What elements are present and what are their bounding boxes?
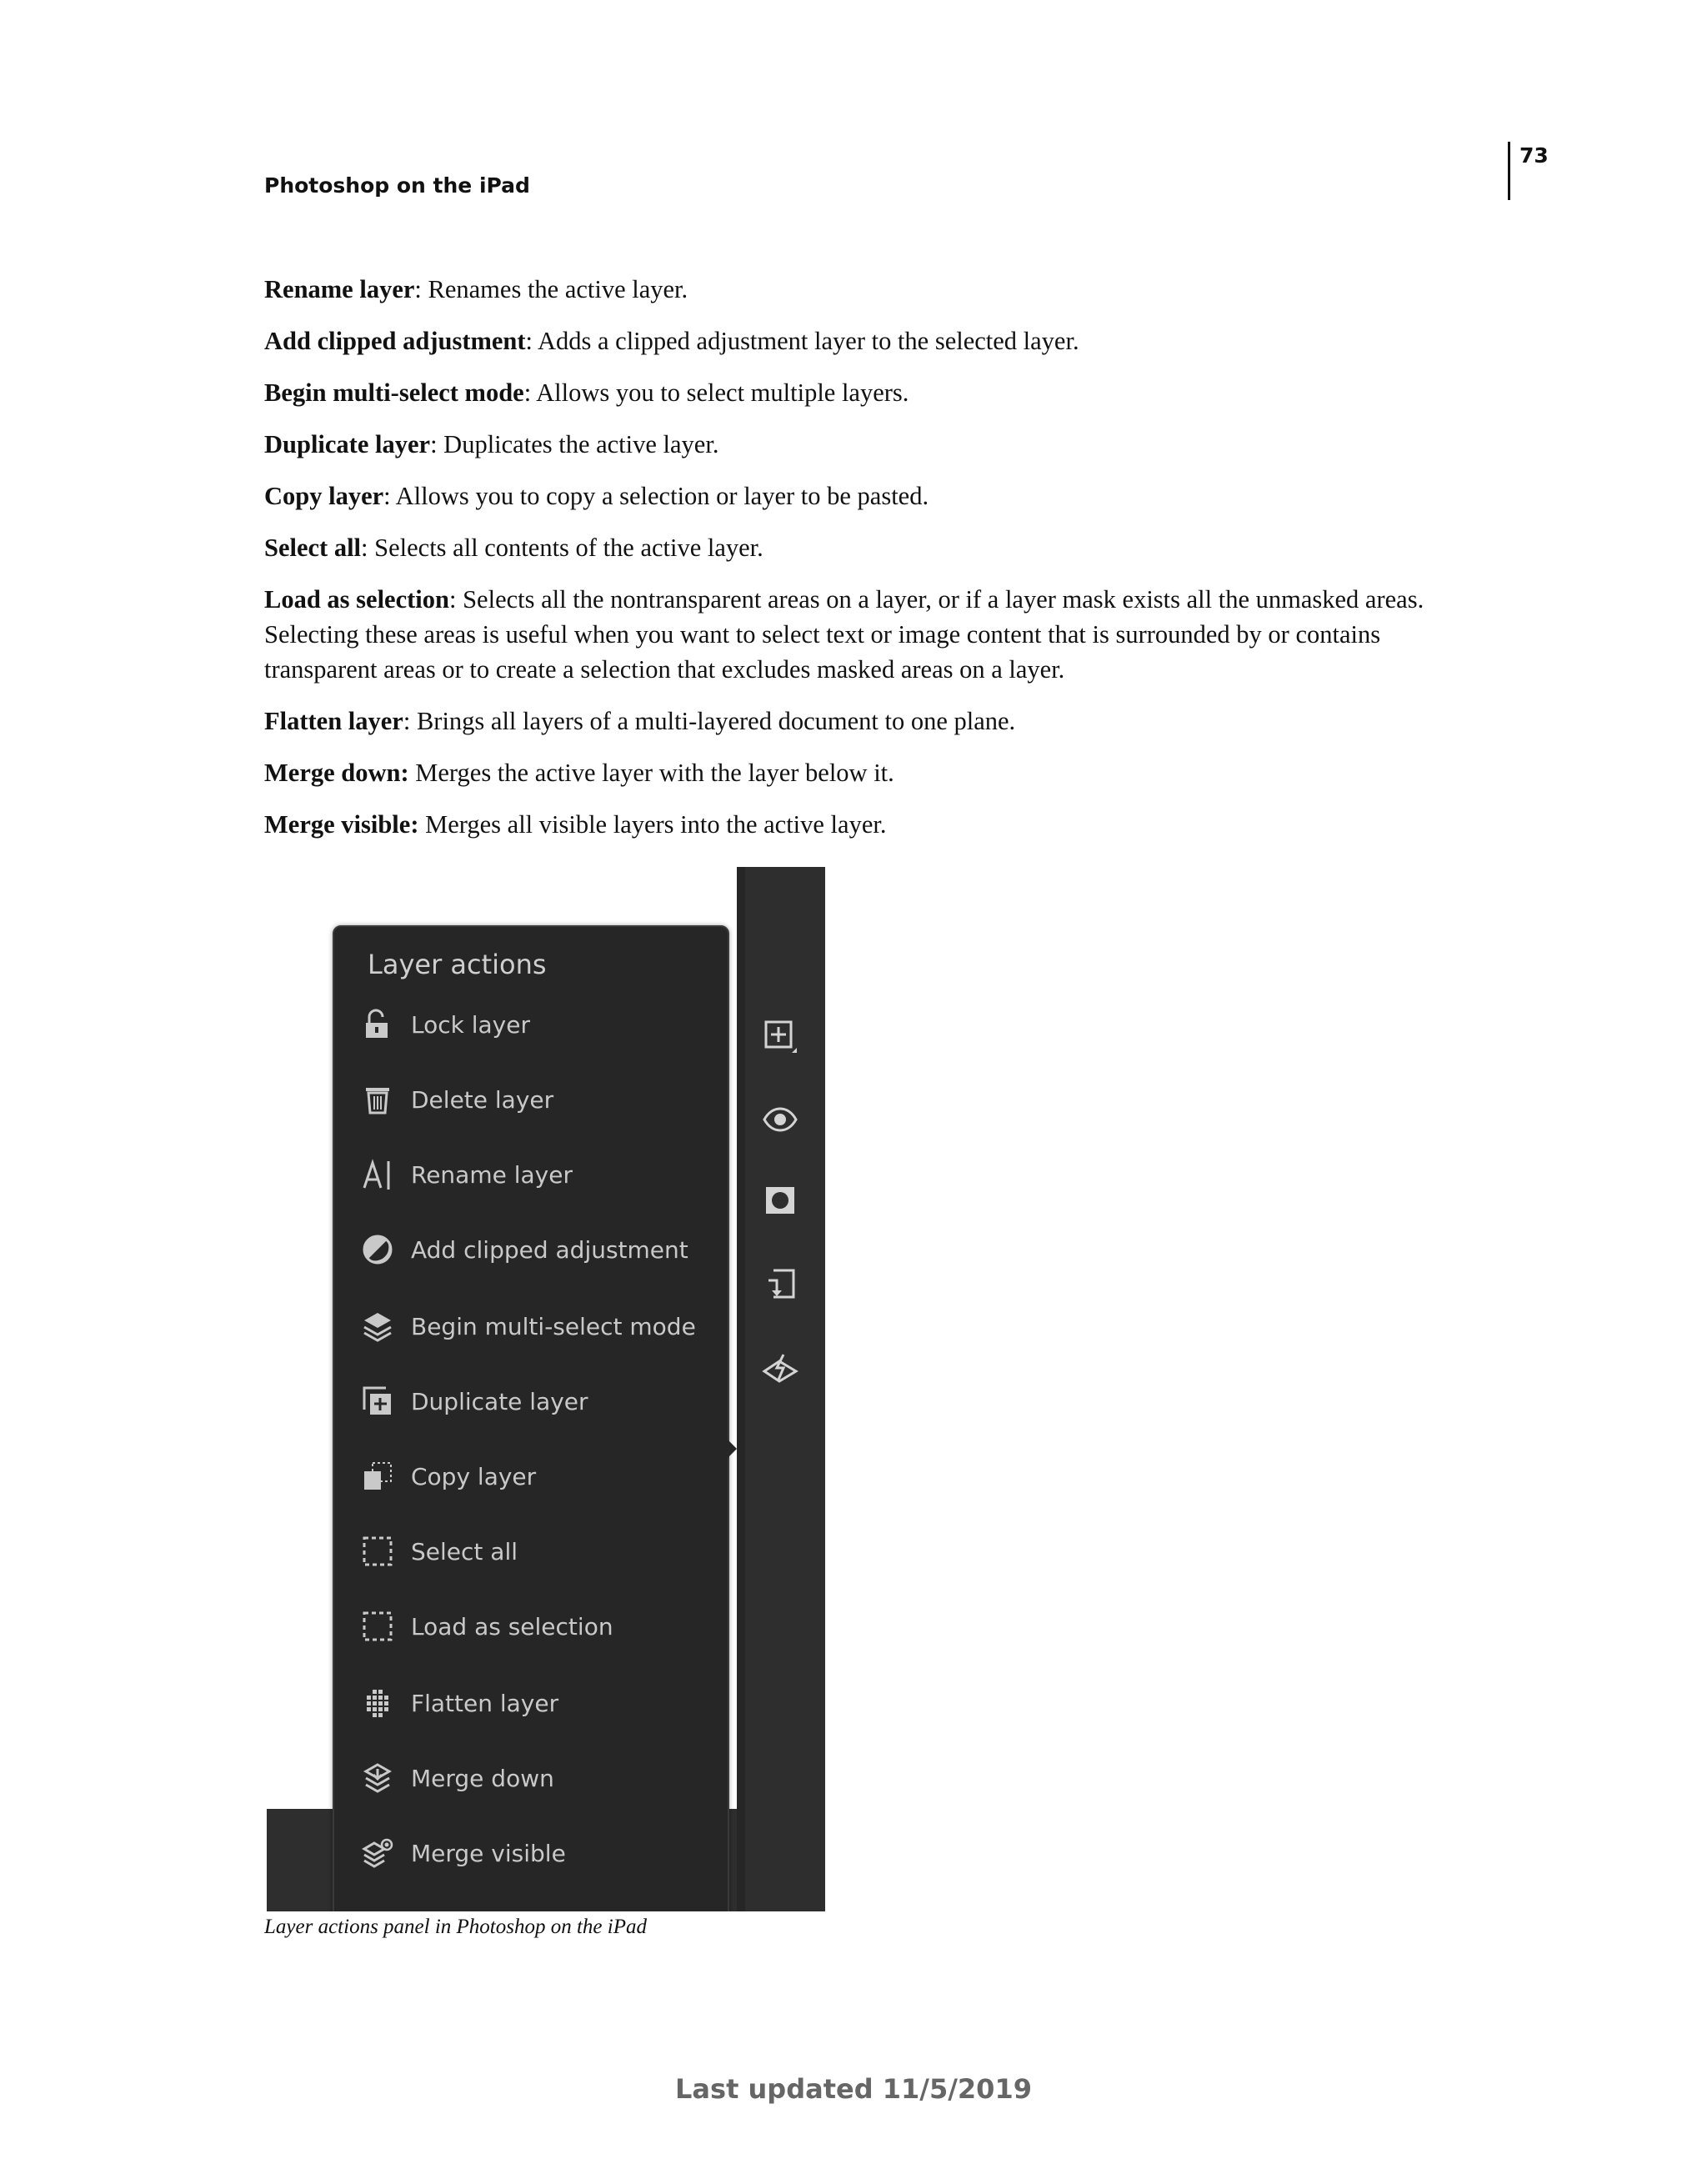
definition-item: Copy layer: Allows you to copy a selection or layer to be pasted.	[264, 482, 929, 510]
text-cursor-icon	[359, 1156, 396, 1193]
term: Rename layer	[264, 275, 415, 303]
definition-item: Begin multi-select mode: Allows you to select multiple layers.	[264, 378, 909, 407]
term: Merge down:	[264, 759, 409, 787]
lock-open-icon	[359, 1006, 396, 1043]
definition-item	[264, 807, 1481, 842]
description: Brings all layers of a multi-layered document to one plane.	[410, 707, 1016, 735]
definition-item: Duplicate layer: Duplicates the active layer.	[264, 430, 719, 458]
add-layer-icon	[762, 1018, 798, 1054]
menu-item-flatten-layer[interactable]: Flatten layer	[359, 1678, 709, 1728]
menu-item-merge-down[interactable]: Merge down	[359, 1753, 709, 1803]
merge-down-icon	[359, 1760, 396, 1796]
duplicate-icon	[359, 1383, 396, 1420]
definition-item	[264, 755, 1481, 790]
description: Merges the active layer with the layer below it.	[408, 759, 894, 787]
panel-title: Layer actions	[368, 949, 547, 980]
definition-item: Add clipped adjustment: Adds a clipped adjustment layer to the selected layer.	[264, 327, 1079, 355]
marquee-icon	[359, 1608, 396, 1645]
description: Duplicates the active layer.	[437, 430, 719, 458]
layers-toolbar	[737, 867, 825, 1911]
definition-item: Load as selection: Selects all the nontransparent areas on a layer, or if a layer mask exists all the unmasked areas. Selecting these areas is useful when you want to select text or image content that is surrounded by or contains transparent areas or to create a selection that excludes masked areas on a layer.	[264, 585, 1424, 684]
menu-item-lock-layer[interactable]: Lock layer	[359, 999, 709, 1049]
menu-item-add-clipped-adjustment[interactable]: Add clipped adjustment	[359, 1225, 709, 1275]
menu-item-begin-multi-select[interactable]: Begin multi-select mode	[359, 1301, 709, 1351]
description: Renames the active layer.	[421, 275, 688, 303]
term: Load as selection	[264, 585, 449, 614]
toolbar-divider	[737, 867, 745, 1911]
menu-item-copy-layer[interactable]: Copy layer	[359, 1451, 709, 1501]
description: Selects all contents of the active layer.	[368, 533, 763, 562]
copy-icon	[359, 1458, 396, 1495]
menu-item-duplicate-layer[interactable]: Duplicate layer	[359, 1376, 709, 1426]
description: Adds a clipped adjustment layer to the selected layer.	[533, 327, 1079, 355]
marquee-icon	[359, 1533, 396, 1570]
mask-icon	[762, 1182, 798, 1219]
add-layer-button[interactable]	[757, 1013, 803, 1059]
visibility-button[interactable]	[757, 1096, 803, 1143]
fx-icon	[762, 1350, 798, 1386]
fx-button[interactable]	[757, 1345, 803, 1391]
layers-stack-icon	[359, 1308, 396, 1345]
header-rule	[1508, 142, 1510, 200]
menu-item-load-as-selection[interactable]: Load as selection	[359, 1601, 709, 1651]
menu-item-select-all[interactable]: Select all	[359, 1526, 709, 1576]
term: Begin multi-select mode	[264, 378, 524, 407]
menu-item-delete-layer[interactable]: Delete layer	[359, 1074, 709, 1125]
description: Allows you to select multiple layers.	[531, 378, 909, 407]
term: Merge visible:	[264, 810, 419, 839]
term: Select all	[264, 533, 362, 562]
term: Add clipped adjustment	[264, 327, 526, 355]
running-header: Photoshop on the iPad	[264, 173, 530, 198]
menu-item-rename-layer[interactable]: Rename layer	[359, 1150, 709, 1200]
trash-icon	[359, 1081, 396, 1118]
layer-actions-panel	[333, 925, 729, 1911]
definition-item: Flatten layer: Brings all layers of a multi-layered document to one plane.	[264, 707, 1016, 735]
definition-list	[264, 272, 1481, 859]
description: Selects all the nontransparent areas on a layer, or if a layer mask exists all the unmasked areas. Selecting these areas is useful when you want to select text or image content that is surrounded by or contains transparent areas or to create a selection that excludes masked areas on a layer.	[264, 585, 1424, 684]
definition-item: Rename layer: Renames the active layer.	[264, 275, 688, 303]
layer-actions-figure	[267, 867, 825, 1911]
definition-item: Select all: Selects all contents of the active layer.	[264, 533, 763, 562]
clip-icon	[762, 1265, 798, 1302]
clip-button[interactable]	[757, 1260, 803, 1307]
description: Allows you to copy a selection or layer to be pasted.	[390, 482, 929, 510]
merge-visible-icon	[359, 1835, 396, 1871]
figure-caption: Layer actions panel in Photoshop on the iPad	[264, 1916, 647, 1938]
term: Copy layer	[264, 482, 384, 510]
mask-button[interactable]	[757, 1177, 803, 1224]
term: Flatten layer	[264, 707, 403, 735]
menu-item-merge-visible[interactable]: Merge visible	[359, 1828, 709, 1878]
eye-icon	[762, 1101, 798, 1138]
panel-pointer	[722, 1434, 737, 1464]
flatten-icon	[359, 1685, 396, 1721]
adjustment-circle-icon	[359, 1231, 396, 1268]
footer-last-updated: Last updated 11/5/2019	[675, 2073, 1032, 2105]
page-number: 73	[1519, 143, 1549, 168]
term: Duplicate layer	[264, 430, 431, 458]
description: Merges all visible layers into the active layer.	[418, 810, 887, 839]
